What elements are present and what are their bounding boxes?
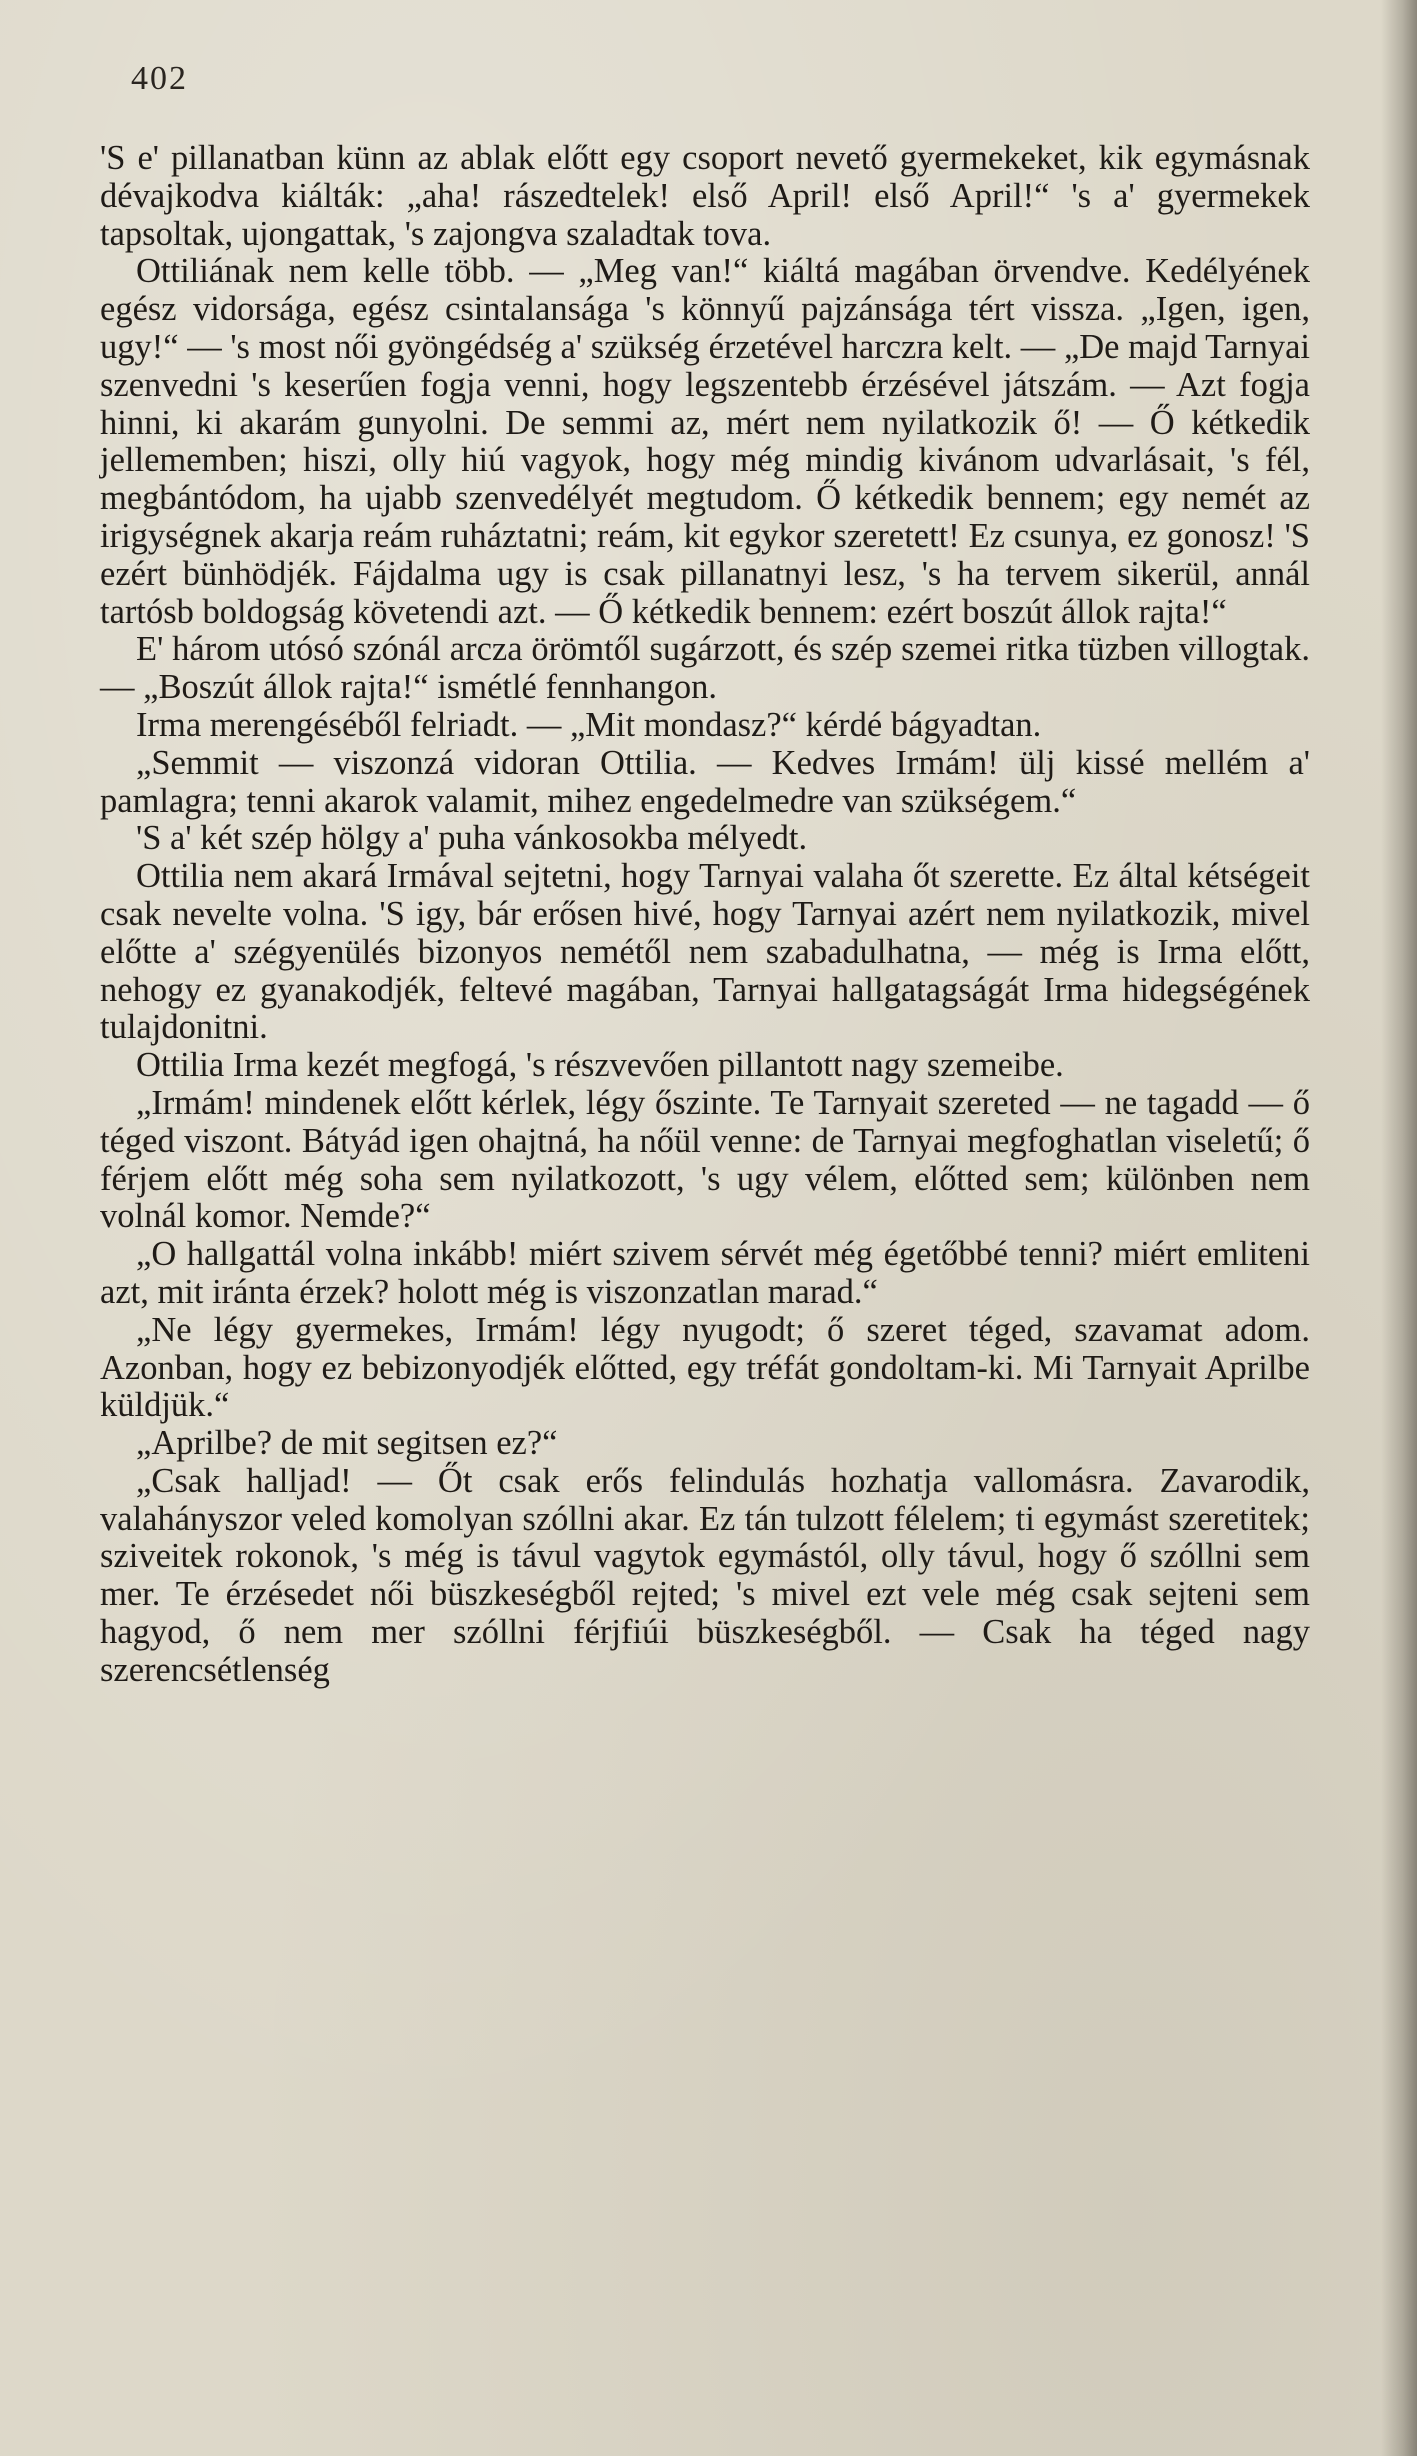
paragraph-3: E' három utósó szónál arcza örömtől sugárzott, és szép szemei ritka tüzben villogtak. — „Boszút állok rajta!“ ismétlé fennhangon. [100,630,1310,707]
paragraph-2: Ottiliának nem kelle több. — „Meg van!“ kiáltá magában örvendve. Kedélyének egész vidorsága, egész csintalansága 's könnyű pajzánsága tért vissza. „Igen, igen, ugy!“ — 's most női gyöngédség a' szükség érzetével harczra kelt. — „De majd Tarnyai szenvedni 's keserűen fogja venni, hogy legszentebb érzésével játszám. — Azt fogja hinni, ki akarám gunyolni. De semmi az, mért nem nyilatkozik ő! — Ő kétkedik jellememben; hiszi, olly hiú vagyok, hogy még mindig kivánom udvarlásait, 's fél, megbántódom, ha ujabb szenvedélyét megtudom. Ő kétkedik bennem; egy nemét az irigységnek akarja reám ruháztatni; reám, kit egykor szeretett! Ez csunya, ez gonosz! 'S ezért bünhödjék. Fájdalma ugy is csak pillanatnyi lesz, 's ha tervem sikerül, annál tartósb boldogság követendi azt. — Ő kétkedik bennem: ezért boszút állok rajta!“ [100,252,1310,631]
paragraph-4: Irma merengéséből felriadt. — „Mit mondasz?“ kérdé bágyadtan. [136,705,1042,744]
paragraph-12: „Aprilbe? de mit segitsen ez?“ [136,1424,558,1463]
paragraph-5: „Semmit — viszonzá vidoran Ottilia. — Kedves Irmám! ülj kissé mellém a' pamlagra; tenni akarok valamit, mihez engedelmedre van szükségem.“ [100,743,1310,820]
page-body [100,140,1310,1690]
paragraph-9: „Irmám! mindenek előtt kérlek, légy őszinte. Te Tarnyait szereted — ne tagadd — ő téged viszont. Bátyád igen ohajtná, ha nőül venne: de Tarnyai megfoghatlan viseletű; ő férjem előtt még soha sem nyilatkozott, 's ugy vélem, előtted sem; különben nem volnál komor. Nemde?“ [100,1083,1310,1236]
paragraph-7: Ottilia nem akará Irmával sejtetni, hogy Tarnyai valaha őt szerette. Ez által kétségeit csak nevelte volna. 'S igy, bár erősen hivé, hogy Tarnyai azért nem nyilatkozik, mivel előtte a' szégyenülés bizonyos nemétől nem szabadulhatna, — még is Irma előtt, nehogy ez gyanakodjék, feltevé magában, Tarnyai hallgatagságát Irma hidegségének tulajdonitni. [100,857,1310,1047]
binding-shadow [1381,0,1417,2456]
paragraph-1: 'S e' pillanatban künn az ablak előtt egy csoport nevető gyermekeket, kik egymásnak dévajkodva kiálták: „aha! rászedtelek! első April! első April!“ 's a' gyermekek tapsoltak, ujongattak, 's zajongva szaladtak tova. [100,139,1310,253]
paragraph-6: 'S a' két szép hölgy a' puha vánkosokba mélyedt. [136,819,808,858]
paragraph-11: „Ne légy gyermekes, Irmám! légy nyugodt; ő szeret téged, szavamat adom. Azonban, hogy ez bebizonyodjék előtted, egy tréfát gondoltam-ki. Mi Tarnyait Aprilbe küldjük.“ [100,1310,1310,1425]
page-number: 402 [131,60,188,97]
paragraph-8: Ottilia Irma kezét megfogá, 's részvevően pillantott nagy szemeibe. [136,1046,1064,1085]
paragraph-13: „Csak halljad! — Őt csak erős felindulás hozhatja vallomásra. Zavarodik, valahányszor veled komolyan szóllni akar. Ez tán tulzott félelem; ti egymást szeretitek; sziveitek rokonok, 's még is távul vagytok egymástól, olly távul, hogy ő szóllni sem mer. Te érzésedet női büszkeségből rejted; 's mivel ezt vele még csak sejteni sem hagyod, ő nem mer szóllni férjfiúi büszkeségből. — Csak ha téged nagy szerencsétlenség [100,1461,1310,1689]
paragraph-10: „O hallgattál volna inkább! miért szivem sérvét még égetőbbé tenni? miért emliteni azt, mit iránta érzek? holott még is viszonzatlan marad.“ [100,1235,1310,1311]
